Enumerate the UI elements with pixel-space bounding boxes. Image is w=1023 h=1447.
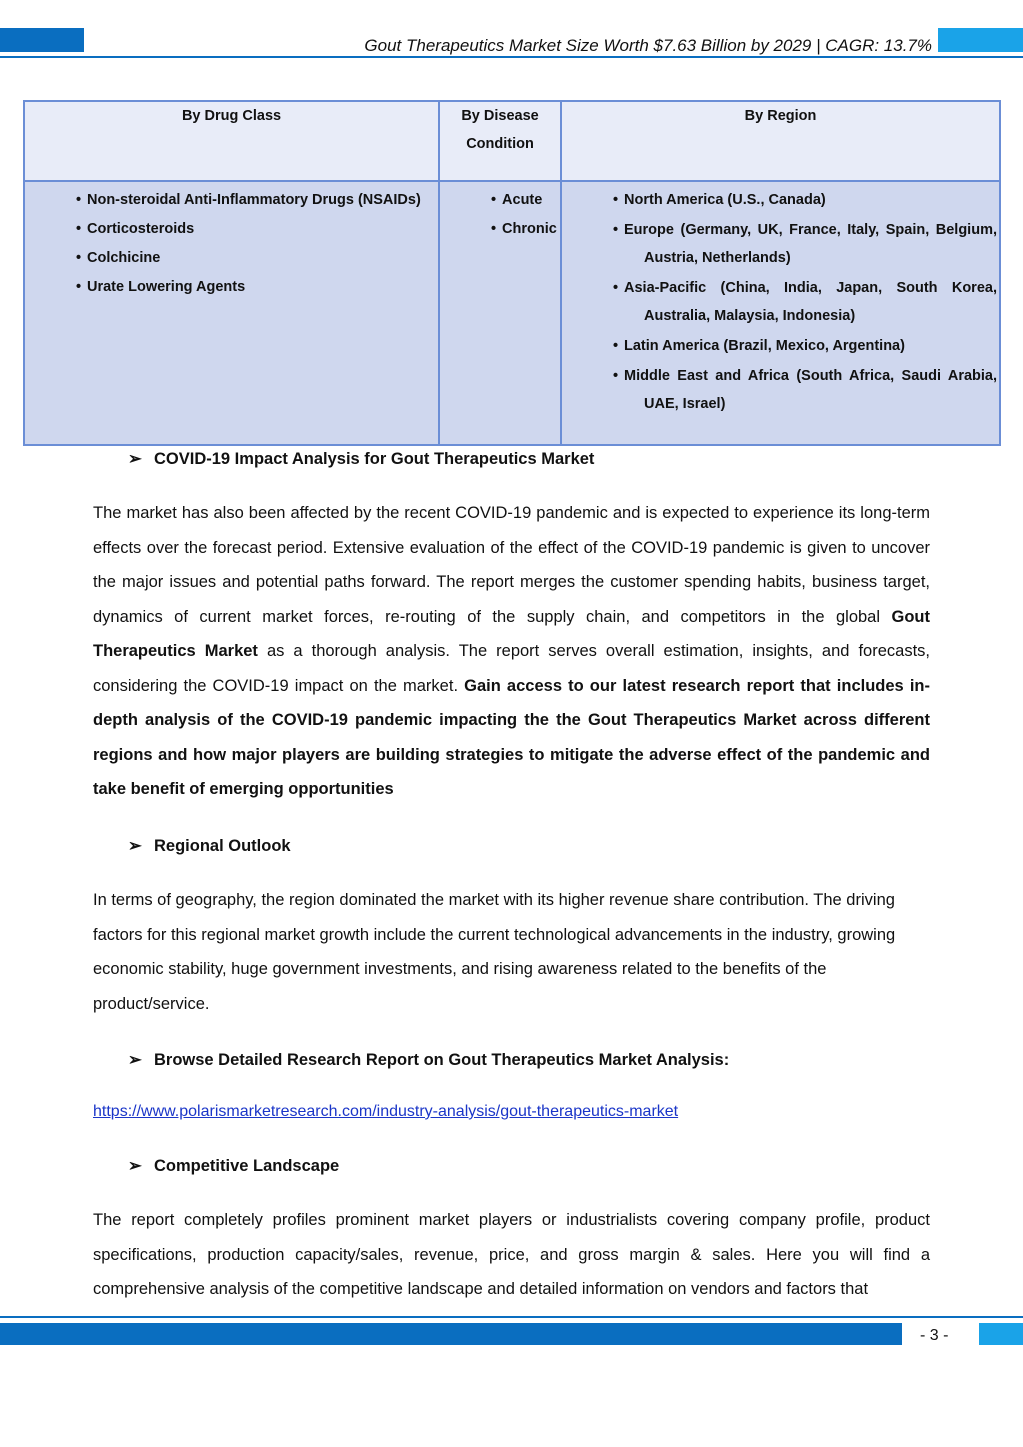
drug-class-cell xyxy=(24,181,439,445)
list-item: • Chronic xyxy=(502,215,560,244)
disease-condition-cell xyxy=(439,181,561,445)
page-header-title: Gout Therapeutics Market Size Worth $7.63 Billion by 2029 | CAGR: 13.7% xyxy=(364,36,932,55)
browse-heading: ➢ Browse Detailed Research Report on Gout Therapeutics Market Analysis: xyxy=(128,1051,730,1069)
list-item: • Acute xyxy=(502,186,560,215)
regional-heading: ➢ Regional Outlook xyxy=(128,837,291,855)
covid-heading: ➢ COVID-19 Impact Analysis for Gout Therapeutics Market xyxy=(128,450,595,468)
list-item: • Middle East and Africa (South Africa, Saudi Arabia, UAE, Israel) xyxy=(624,362,999,418)
list-item: • Non-steroidal Anti-Inflammatory Drugs (NSAIDs) xyxy=(87,186,438,215)
segmentation-table xyxy=(23,100,1001,446)
list-item: • North America (U.S., Canada) xyxy=(624,186,999,214)
arrow-bullet-icon: ➢ xyxy=(128,1051,142,1069)
competitive-paragraph: The report completely profiles prominent market players or industrialists covering company profile, product specifications, production capacity/sales, revenue, price, and gross margin & sales. Here you will find a comprehensive analysis of the competitive landscape and detailed information on vendors and factors that xyxy=(93,1211,930,1298)
footer-rule xyxy=(0,1316,1023,1318)
report-link[interactable]: https://www.polarismarketresearch.com/industry-analysis/gout-therapeutics-market xyxy=(93,1103,679,1120)
list-item: • Europe (Germany, UK, France, Italy, Spain, Belgium, Austria, Netherlands) xyxy=(624,216,999,272)
header-drug-class: By Drug Class xyxy=(24,101,439,181)
arrow-bullet-icon: ➢ xyxy=(128,450,142,468)
list-item: • Urate Lowering Agents xyxy=(87,273,438,302)
header-accent-left xyxy=(0,28,84,52)
list-item: • Corticosteroids xyxy=(87,215,438,244)
header-rule xyxy=(0,56,1023,58)
table-header-row xyxy=(24,101,1000,181)
header-disease-condition: By Disease Condition xyxy=(439,101,561,181)
header-region: By Region xyxy=(561,101,1000,181)
covid-paragraph: The market has also been affected by the recent COVID-19 pandemic and is expected to experience its long-term effects over the forecast period. Extensive evaluation of the effect of the COVID-19 pandemic is given to uncover the major issues and potential paths forward. The report merges the customer spending habits, business target, dynamics of current market forces, re-routing of the supply chain, and competitors in the global Gout Therapeutics Market as a thorough analysis. The report serves overall estimation, insights, and forecasts, considering the COVID-19 impact on the market. Gain access to our latest research report that includes in-depth analysis of the COVID-19 pandemic impacting the the Gout Therapeutics Market across different regions and how major players are building strategies to mitigate the adverse effect of the pandemic and take benefit of emerging opportunities xyxy=(93,504,930,798)
region-cell xyxy=(561,181,1000,445)
header-accent-right xyxy=(938,28,1023,52)
list-item: • Asia-Pacific (China, India, Japan, South Korea, Australia, Malaysia, Indonesia) xyxy=(624,274,999,330)
footer-accent-right xyxy=(979,1323,1023,1345)
arrow-bullet-icon: ➢ xyxy=(128,1157,142,1175)
list-item: • Colchicine xyxy=(87,244,438,273)
page-number: - 3 - xyxy=(920,1327,949,1344)
arrow-bullet-icon: ➢ xyxy=(128,837,142,855)
regional-paragraph: In terms of geography, the region dominated the market with its higher revenue share contribution. The driving factors for this regional market growth include the current technological advancements in the industry, growing economic stability, huge government investments, and rising awareness related to the benefits of the product/service. xyxy=(93,891,896,1013)
table-body-row xyxy=(24,181,1000,445)
competitive-heading: ➢ Competitive Landscape xyxy=(128,1157,340,1175)
footer-accent-bar xyxy=(0,1323,902,1345)
list-item: • Latin America (Brazil, Mexico, Argentina) xyxy=(624,332,999,360)
